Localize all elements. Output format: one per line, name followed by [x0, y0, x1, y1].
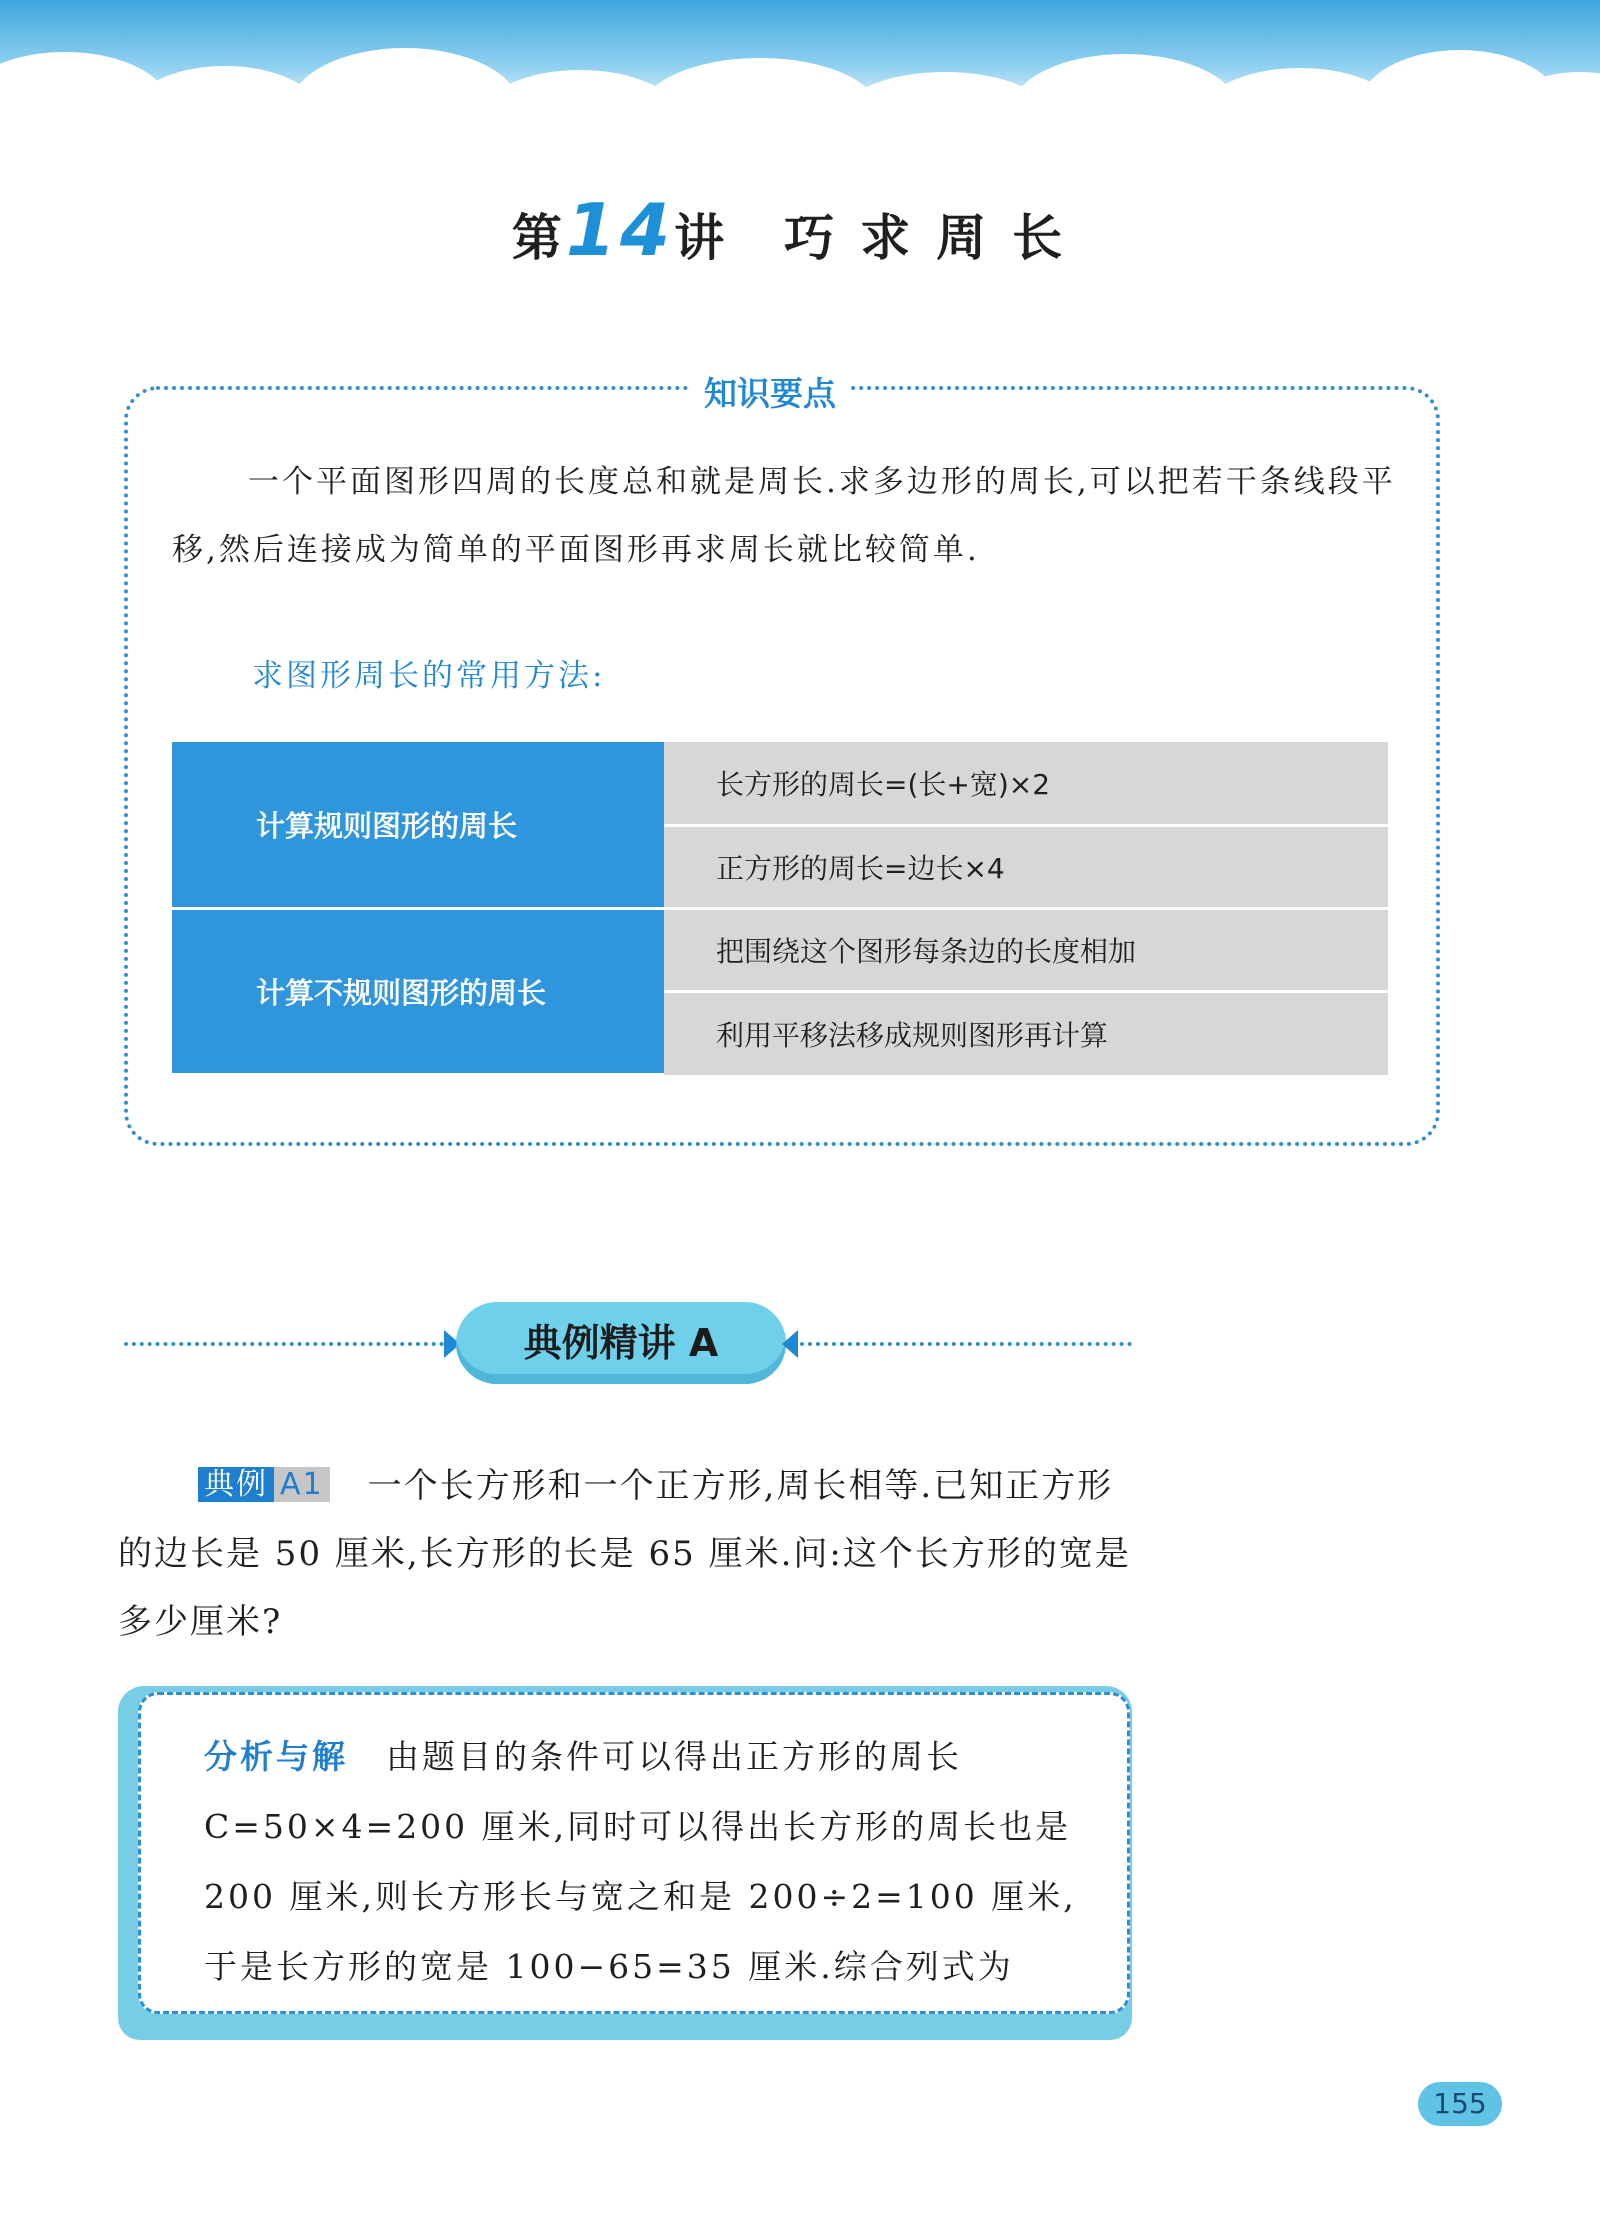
table-formula-cell: 利用平移法移成规则图形再计算	[664, 991, 1388, 1074]
solution-text: 由题目的条件可以得出正方形的周长 C=50×4=200 厘米,同时可以得出长方形的周长也是 200 厘米,则长方形长与宽之和是 200÷2=100 厘米,于是长方形的宽是 100−65=35 厘米.综合列式为	[204, 1737, 1077, 1986]
chapter-name: 巧求周长	[784, 208, 1089, 267]
sky-header-decoration	[0, 0, 1600, 120]
solution-block	[204, 1722, 1084, 2002]
chapter-prefix: 第	[511, 208, 566, 267]
chapter-suffix: 讲	[674, 208, 729, 267]
table-row	[172, 908, 1388, 991]
section-banner: 典例精讲 A	[456, 1302, 786, 1384]
knowledge-heading: 知识要点	[690, 368, 850, 415]
table-category-cell: 计算规则图形的周长	[172, 742, 664, 908]
example-tag-main: 典例	[198, 1467, 274, 1502]
banner-arrow-left-icon	[782, 1330, 798, 1358]
knowledge-paragraph: 一个平面图形四周的长度总和就是周长.求多边形的周长,可以把若干条线段平移,然后连接成为简单的平面图形再求周长就比较简单.	[172, 464, 1396, 568]
example-block	[118, 1452, 1138, 1656]
example-tag	[198, 1465, 330, 1505]
example-tag-id: A1	[274, 1467, 330, 1502]
methods-table	[172, 742, 1388, 1076]
chapter-number: 14	[565, 188, 675, 272]
table-category-cell: 计算不规则图形的周长	[172, 908, 664, 1074]
banner-divider-right	[800, 1342, 1132, 1346]
table-formula-cell: 长方形的周长=(长+宽)×2	[664, 742, 1388, 825]
table-formula-cell: 正方形的周长=边长×4	[664, 825, 1388, 908]
table-row	[172, 742, 1388, 825]
solution-label: 分析与解	[204, 1737, 348, 1776]
banner-divider-left	[124, 1342, 444, 1346]
page-number: 155	[1418, 2082, 1502, 2126]
table-formula-cell: 把围绕这个图形每条边的长度相加	[664, 908, 1388, 991]
chapter-title	[0, 188, 1600, 272]
methods-heading: 求图形周长的常用方法:	[252, 658, 606, 694]
example-text: 一个长方形和一个正方形,周长相等.已知正方形的边长是 50 厘米,长方形的长是 65 厘米.问:这个长方形的宽是多少厘米?	[118, 1466, 1131, 1642]
